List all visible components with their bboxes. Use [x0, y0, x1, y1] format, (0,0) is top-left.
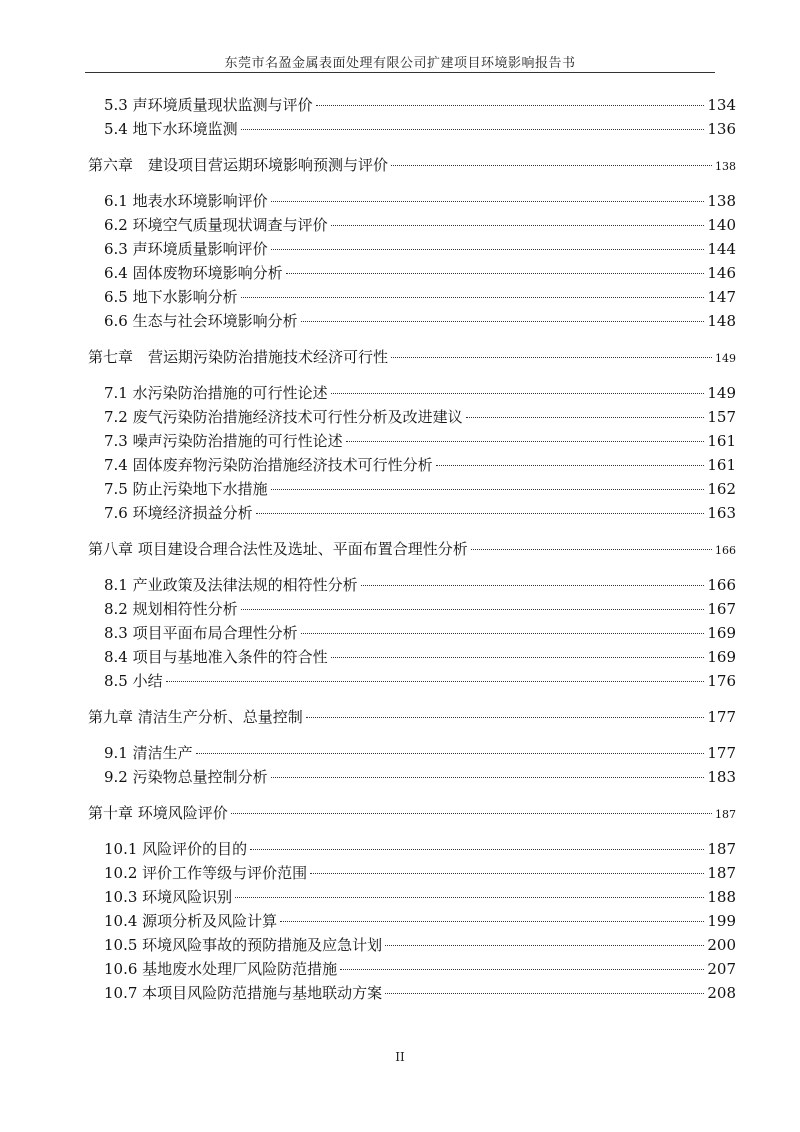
toc-leader-dots [166, 681, 705, 682]
toc-entry-label: 6.6 生态与社会环境影响分析 [104, 312, 298, 330]
toc-leader-dots [271, 777, 705, 778]
toc-leader-dots [241, 609, 705, 610]
toc-entry-page: 149 [715, 352, 736, 365]
toc-entry-page: 207 [707, 960, 736, 978]
toc-entry-label: 10.4 源项分析及风险计算 [104, 912, 278, 930]
toc-entry-page: 187 [707, 840, 736, 858]
toc-entry-page: 169 [707, 648, 736, 666]
toc-leader-dots [391, 165, 712, 166]
toc-section-entry[interactable] [88, 934, 736, 958]
toc-entry-page: 136 [707, 120, 736, 138]
toc-leader-dots [331, 657, 705, 658]
toc-entry-page: 176 [707, 672, 736, 690]
toc-entry-page: 140 [707, 216, 736, 234]
toc-entry-page: 161 [707, 432, 736, 450]
toc-entry-page: 187 [715, 808, 736, 821]
toc-entry-page: 199 [707, 912, 736, 930]
toc-entry-page: 138 [707, 192, 736, 210]
toc-entry-page: 157 [707, 408, 736, 426]
toc-leader-dots [301, 633, 705, 634]
toc-section-entry[interactable] [88, 238, 736, 262]
toc-entry-page: 148 [707, 312, 736, 330]
toc-entry-page: 163 [707, 504, 736, 522]
page-number: II [395, 1050, 405, 1064]
toc-section-entry[interactable] [88, 574, 736, 598]
toc-entry-label: 6.5 地下水影响分析 [104, 288, 238, 306]
toc-entry-page: 187 [707, 864, 736, 882]
toc-leader-dots [235, 897, 704, 898]
toc-section-entry[interactable] [88, 598, 736, 622]
toc-chapter-entry[interactable] [88, 538, 736, 562]
toc-entry-page: 138 [715, 160, 736, 173]
toc-section-entry[interactable] [88, 502, 736, 526]
toc-section-entry[interactable] [88, 94, 736, 118]
toc-leader-dots [331, 225, 705, 226]
toc-section-entry[interactable] [88, 622, 736, 646]
toc-section-entry[interactable] [88, 646, 736, 670]
toc-entry-label: 6.1 地表水环境影响评价 [104, 192, 268, 210]
toc-entry-label: 7.1 水污染防治措施的可行性论述 [104, 384, 328, 402]
toc-section-entry[interactable] [88, 982, 736, 1006]
toc-entry-label: 8.3 项目平面布局合理性分析 [104, 624, 298, 642]
toc-section-entry[interactable] [88, 886, 736, 910]
toc-entry-label: 10.1 风险评价的目的 [104, 840, 248, 858]
toc-section-entry[interactable] [88, 742, 736, 766]
toc-entry-page: 146 [707, 264, 736, 282]
toc-entry-page: 188 [707, 888, 736, 906]
toc-section-entry[interactable] [88, 262, 736, 286]
toc-entry-page: 166 [707, 576, 736, 594]
toc-section-entry[interactable] [88, 862, 736, 886]
toc-entry-label: 6.3 声环境质量影响评价 [104, 240, 268, 258]
header-rule [85, 72, 715, 73]
toc-leader-dots [286, 273, 705, 274]
toc-entry-page: 147 [707, 288, 736, 306]
toc-section-entry[interactable] [88, 118, 736, 142]
toc-section-entry[interactable] [88, 190, 736, 214]
toc-entry-label: 6.4 固体废物环境影响分析 [104, 264, 283, 282]
toc-entry-label: 10.3 环境风险识别 [104, 888, 233, 906]
toc-entry-page: 177 [707, 744, 736, 762]
toc-entry-page: 162 [707, 480, 736, 498]
toc-leader-dots [196, 753, 705, 754]
toc-leader-dots [346, 441, 705, 442]
toc-entry-label: 第九章 清洁生产分析、总量控制 [88, 708, 303, 726]
toc-leader-dots [466, 417, 705, 418]
toc-section-entry[interactable] [88, 838, 736, 862]
toc-chapter-entry[interactable] [88, 802, 736, 826]
toc-entry-label: 7.5 防止污染地下水措施 [104, 480, 268, 498]
toc-entry-label: 7.2 废气污染防治措施经济技术可行性分析及改进建议 [104, 408, 463, 426]
toc-entry-label: 8.2 规划相符性分析 [104, 600, 238, 618]
toc-leader-dots [271, 201, 705, 202]
toc-section-entry[interactable] [88, 214, 736, 238]
toc-entry-label: 6.2 环境空气质量现状调查与评价 [104, 216, 328, 234]
toc-section-entry[interactable] [88, 286, 736, 310]
toc-section-entry[interactable] [88, 958, 736, 982]
toc-entry-label: 第八章 项目建设合理合法性及选址、平面布置合理性分析 [88, 540, 468, 558]
toc-entry-label: 5.3 声环境质量现状监测与评价 [104, 96, 313, 114]
toc-chapter-entry[interactable] [88, 706, 736, 730]
toc-entry-page: 167 [707, 600, 736, 618]
toc-entry-label: 10.2 评价工作等级与评价范围 [104, 864, 308, 882]
toc-section-entry[interactable] [88, 310, 736, 334]
toc-leader-dots [310, 873, 704, 874]
toc-leader-dots [471, 549, 712, 550]
toc-leader-dots [316, 105, 705, 106]
toc-entry-label: 9.1 清洁生产 [104, 744, 193, 762]
toc-entry-page: 208 [707, 984, 736, 1002]
toc-entry-label: 7.3 噪声污染防治措施的可行性论述 [104, 432, 343, 450]
toc-entry-label: 第六章 建设项目营运期环境影响预测与评价 [88, 156, 389, 174]
toc-entry-page: 166 [715, 544, 736, 557]
toc-entry-label: 10.5 环境风险事故的预防措施及应急计划 [104, 936, 383, 954]
toc-entry-page: 177 [707, 708, 736, 726]
toc-leader-dots [361, 585, 705, 586]
toc-leader-dots [250, 849, 704, 850]
toc-leader-dots [331, 393, 705, 394]
toc-entry-label: 7.6 环境经济损益分析 [104, 504, 253, 522]
toc-leader-dots [306, 717, 705, 718]
document-header-title: 东莞市名盈金属表面处理有限公司扩建项目环境影响报告书 [224, 56, 576, 71]
toc-leader-dots [301, 321, 705, 322]
toc-entry-label: 7.4 固体废弃物污染防治措施经济技术可行性分析 [104, 456, 433, 474]
toc-entry-label: 10.6 基地废水处理厂风险防范措施 [104, 960, 338, 978]
toc-entry-page: 200 [707, 936, 736, 954]
toc-entry-label: 8.4 项目与基地准入条件的符合性 [104, 648, 328, 666]
toc-entry-label: 8.5 小结 [104, 672, 163, 690]
toc-leader-dots [385, 993, 704, 994]
toc-chapter-entry[interactable] [88, 346, 736, 370]
toc-entry-page: 149 [707, 384, 736, 402]
toc-section-entry[interactable] [88, 406, 736, 430]
toc-leader-dots [241, 297, 705, 298]
toc-leader-dots [385, 945, 704, 946]
toc-entry-page: 161 [707, 456, 736, 474]
toc-entry-page: 183 [707, 768, 736, 786]
toc-section-entry[interactable] [88, 766, 736, 790]
toc-entry-label: 9.2 污染物总量控制分析 [104, 768, 268, 786]
toc-section-entry[interactable] [88, 670, 736, 694]
toc-entry-label: 8.1 产业政策及法律法规的相符性分析 [104, 576, 358, 594]
toc-entry-label: 第十章 环境风险评价 [88, 804, 228, 822]
toc-leader-dots [271, 489, 705, 490]
toc-leader-dots [280, 921, 704, 922]
toc-leader-dots [241, 129, 705, 130]
toc-section-entry[interactable] [88, 382, 736, 406]
toc-section-entry[interactable] [88, 430, 736, 454]
toc-chapter-entry[interactable] [88, 154, 736, 178]
toc-leader-dots [231, 813, 712, 814]
toc-entry-page: 134 [707, 96, 736, 114]
toc-leader-dots [256, 513, 705, 514]
toc-entry-page: 169 [707, 624, 736, 642]
toc-section-entry[interactable] [88, 454, 736, 478]
toc-leader-dots [391, 357, 712, 358]
toc-entry-label: 5.4 地下水环境监测 [104, 120, 238, 138]
toc-section-entry[interactable] [88, 910, 736, 934]
toc-leader-dots [271, 249, 705, 250]
toc-section-entry[interactable] [88, 478, 736, 502]
toc-entry-label: 第七章 营运期污染防治措施技术经济可行性 [88, 348, 389, 366]
toc-leader-dots [436, 465, 705, 466]
toc-leader-dots [340, 969, 704, 970]
toc-entry-page: 144 [707, 240, 736, 258]
toc-entry-label: 10.7 本项目风险防范措施与基地联动方案 [104, 984, 383, 1002]
